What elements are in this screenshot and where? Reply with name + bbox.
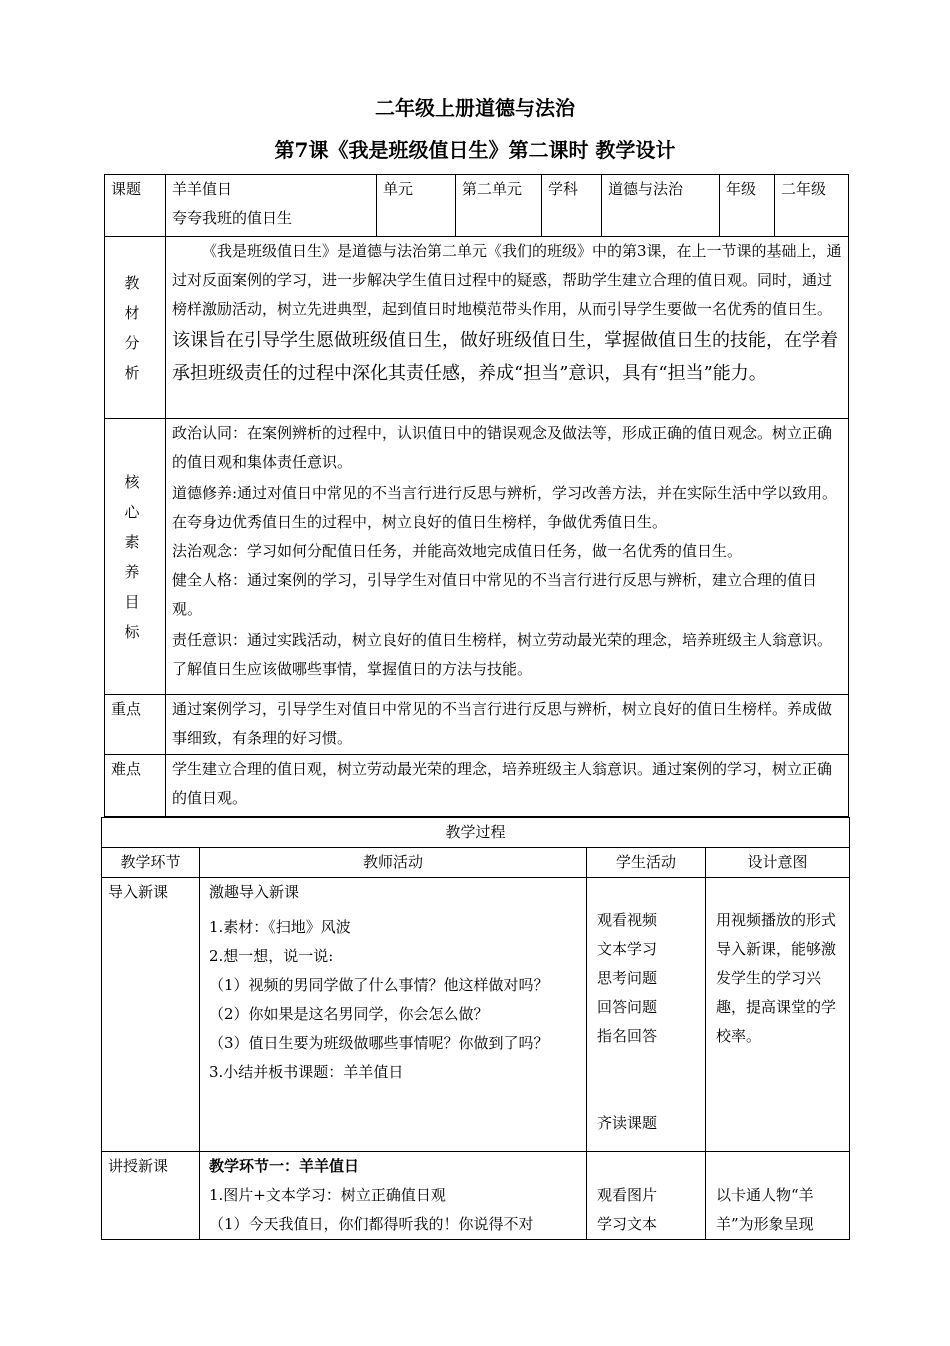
col-stage-header: 教学环节: [102, 848, 200, 878]
stage-new-lesson: 讲授新课: [102, 1152, 200, 1240]
lesson-info-table: [104, 174, 849, 817]
document-subtitle: 第7课《我是班级值日生》第二课时 教学设计: [274, 138, 676, 162]
key-point-label: 重点: [105, 695, 166, 755]
literacy-label: 核 心 素 养 目 标: [105, 419, 166, 695]
key-point-text: 通过案例学习，引导学生对值日中常见的不当言行进行反思与辨析，树立良好的值日生榜样。养成做事细致，有条理的好习惯。: [166, 695, 849, 755]
process-heading: 教学过程: [102, 818, 850, 848]
document-title: 二年级上册道德与法治: [375, 96, 575, 120]
analysis-text-small: 《我是班级值日生》是道德与法治第二单元《我们的班级》中的第3课，在上一节课的基础上，通过对反面案例的学习，进一步解决学生值日过程中的疑惑，帮助学生建立合理的值日观。同时，通过榜样激励活动，树立先进典型，起到值日时地模范带头作用，从而引导学生要做一名优秀的值日生。: [172, 242, 842, 318]
grade-label: 年级: [720, 175, 775, 237]
grade-value: 二年级: [775, 175, 849, 237]
literacy-goals: [166, 419, 849, 695]
design-intent-new-lesson: 以卡通人物“羊羊”为形象呈现: [706, 1152, 850, 1240]
subject-value: 道德与法治: [602, 175, 720, 237]
analysis-label: 教 材 分 析: [105, 237, 166, 419]
col-teacher-header: 教师活动: [200, 848, 587, 878]
student-activity-intro: 观看视频 文本学习 思考问题 回答问题 指名回答 齐读课题: [587, 878, 706, 1152]
literacy-item-personality: 健全人格：通过案例的学习，引导学生对值日中常见的不当言行进行反思与辨析，建立合理的值日观。: [172, 571, 818, 618]
literacy-item-moral: 道德修养:通过对值日中常见的不当言行进行反思与辨析，学习改善方法，并在实际生活中学以致用。在夸身边优秀值日生的过程中，树立良好的值日生榜样，争做优秀值日生。: [172, 484, 838, 531]
student-activity-new-lesson: 观看图片 学习文本: [587, 1152, 706, 1240]
topic-line1: 羊羊值日: [172, 180, 233, 198]
literacy-item-political: 政治认同：在案例辨析的过程中，认识值日中的错误观念及做法等，形成正确的值日观念。树立正确的值日观和集体责任意识。: [172, 424, 833, 471]
topic-value: [166, 175, 377, 237]
difficulty-text: 学生建立合理的值日观，树立劳动最光荣的理念，培养班级主人翁意识。通过案例的学习，树立正确的值日观。: [166, 755, 849, 817]
teacher-activity-intro: 激趣导入新课 1.素材：《扫地》风波 2.想一想，说一说: （1）视频的男同学做了什么事情？他这样做对吗？ （2）你如果是这名男同学，你会怎么做？ （3）值日生要为班级做哪些事情呢？你做到了吗？ 3.小结并板书课题：羊羊值日: [200, 878, 587, 1152]
unit-value: 第二单元: [456, 175, 542, 237]
literacy-item-responsibility: 责任意识：通过实践活动，树立良好的值日生榜样，树立劳动最光荣的理念，培养班级主人翁意识。了解值日生应该做哪些事情，掌握值日的方法与技能。: [172, 631, 833, 678]
design-intent-intro: 用视频播放的形式导入新课，能够激发学生的学习兴趣，提高课堂的学校率。: [706, 878, 850, 1152]
unit-label: 单元: [377, 175, 456, 237]
difficulty-label: 难点: [105, 755, 166, 817]
topic-label: 课题: [105, 175, 166, 237]
analysis-text-large: 该课旨在引导学生愿做班级值日生，做好班级值日生，掌握做值日生的技能，在学着承担班级责任的过程中深化其责任感，养成“担当”意识，具有“担当”能力。: [172, 330, 838, 384]
teaching-process-table: [101, 817, 850, 1240]
analysis-text: [166, 237, 849, 419]
literacy-item-law: 法治观念：学习如何分配值日任务，并能高效地完成值日任务，做一名优秀的值日生。: [172, 542, 743, 560]
stage-intro: 导入新课: [102, 878, 200, 1152]
topic-line2: 夸夸我班的值日生: [172, 209, 293, 227]
col-student-header: 学生活动: [587, 848, 706, 878]
subject-label: 学科: [542, 175, 602, 237]
col-intent-header: 设计意图: [706, 848, 850, 878]
teacher-activity-new-lesson: 教学环节一：羊羊值日 1.图片+文本学习：树立正确值日观 （1）今天我值日，你们都得听我的！你说得不对: [200, 1152, 587, 1240]
